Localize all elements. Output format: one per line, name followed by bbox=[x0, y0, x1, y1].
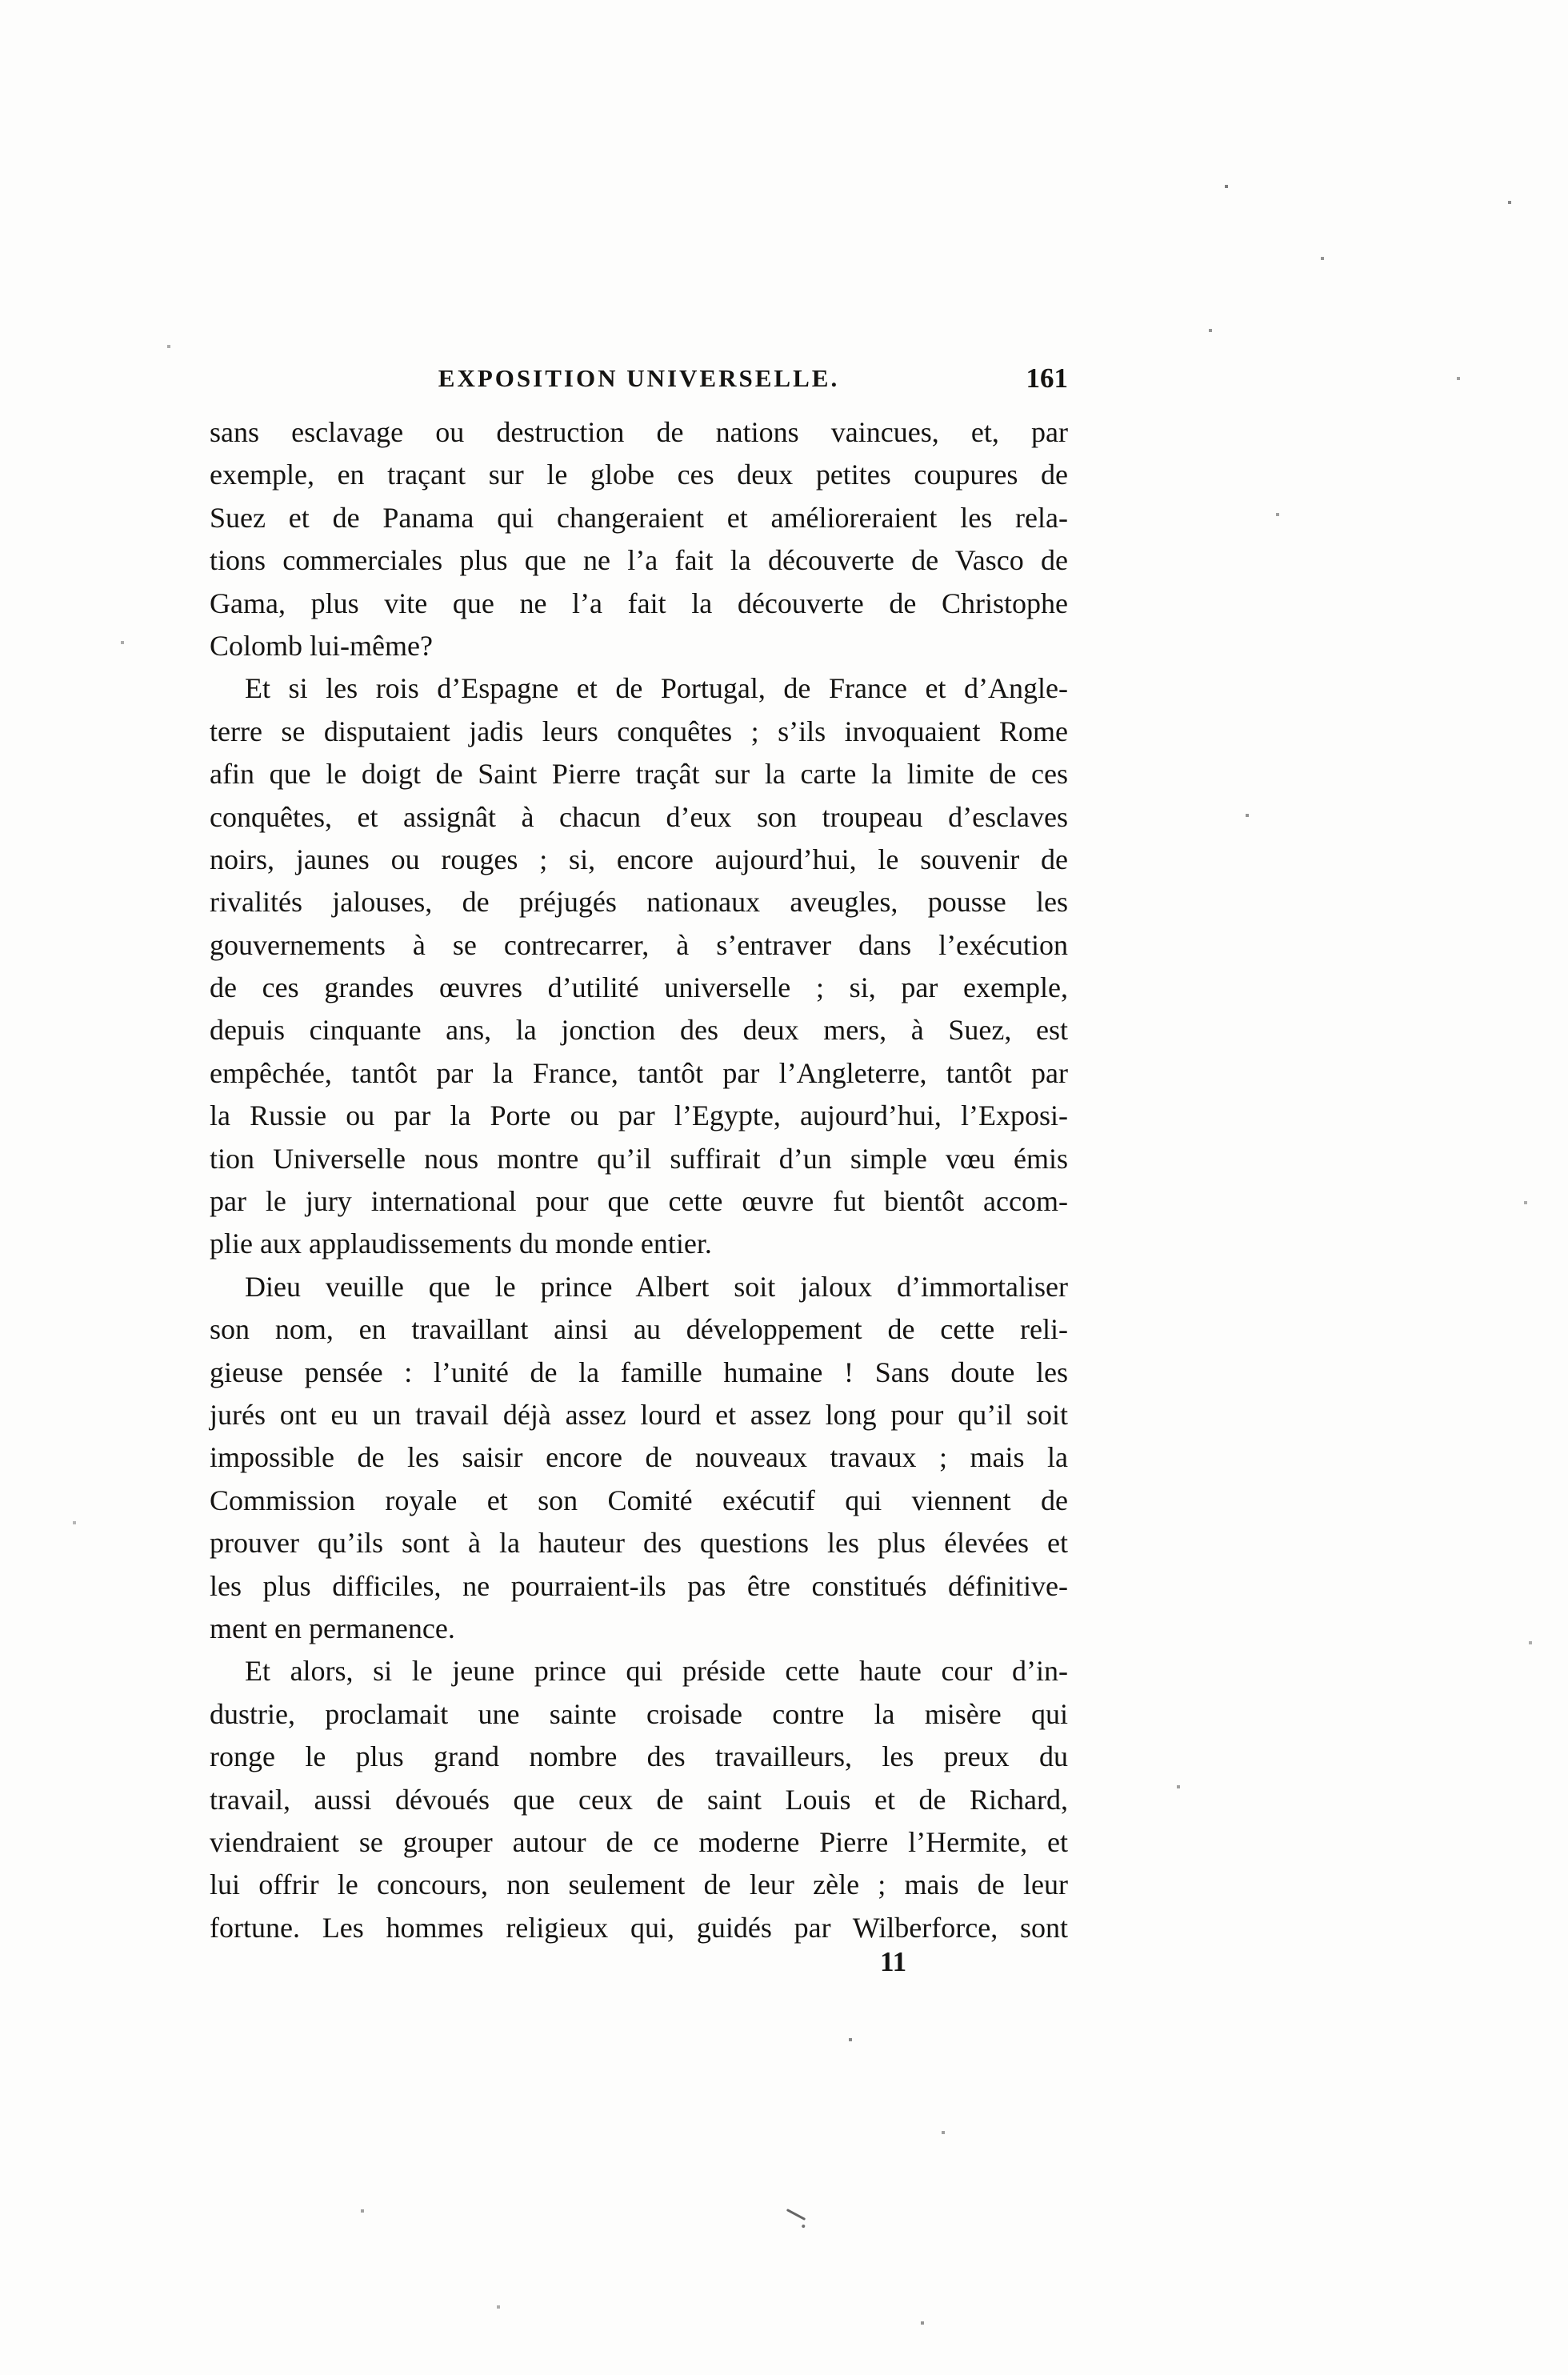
text-line: tion Universelle nous montre qu’il suffirait d’un simple vœu émis bbox=[210, 1142, 1068, 1175]
page-text bbox=[210, 411, 1068, 1949]
text-line: de ces grandes œuvres d’utilité universelle ; si, par exemple, bbox=[210, 971, 1068, 1004]
page-number: 161 bbox=[1026, 362, 1068, 394]
text-line: son nom, en travaillant ainsi au développement de cette reli- bbox=[210, 1313, 1068, 1346]
text-line: plie aux applaudissements du monde entier. bbox=[210, 1228, 712, 1260]
running-header bbox=[210, 364, 1068, 399]
text-line: gouvernements à se contrecarrer, à s’entraver dans l’exécution bbox=[210, 928, 1068, 961]
text-line: gieuse pensée : l’unité de la famille humaine ! Sans doute les bbox=[210, 1356, 1068, 1388]
running-header-title: EXPOSITION UNIVERSELLE. bbox=[438, 364, 840, 392]
text-line: impossible de les saisir encore de nouveaux travaux ; mais la bbox=[210, 1441, 1068, 1474]
text-line: prouver qu’ils sont à la hauteur des questions les plus élevées et bbox=[210, 1527, 1068, 1560]
text-line: ronge le plus grand nombre des travailleurs, les preux du bbox=[210, 1740, 1068, 1773]
signature-mark: 11 bbox=[880, 1946, 907, 1977]
text-line: ment en permanence. bbox=[210, 1612, 455, 1644]
scan-squiggle bbox=[786, 2209, 806, 2221]
text-line: empêchée, tantôt par la France, tantôt par l’Angleterre, tantôt par bbox=[210, 1056, 1068, 1089]
text-line: les plus difficiles, ne pourraient-ils pas être constitués définitive- bbox=[210, 1569, 1068, 1602]
text-line: afin que le doigt de Saint Pierre traçât sur la carte la limite de ces bbox=[210, 758, 1068, 791]
text-line: rivalités jalouses, de préjugés nationaux aveugles, pousse les bbox=[210, 886, 1068, 919]
text-line: Et si les rois d’Espagne et de Portugal, de France et d’Angle- bbox=[245, 672, 1068, 705]
text-line: noirs, jaunes ou rouges ; si, encore aujourd’hui, le souvenir de bbox=[210, 843, 1068, 875]
text-line: Gama, plus vite que ne l’a fait la découverte de Christophe bbox=[210, 587, 1068, 619]
text-line: Et alors, si le jeune prince qui préside cette haute cour d’in- bbox=[245, 1655, 1068, 1688]
text-line: Colomb lui-même? bbox=[210, 629, 433, 662]
text-line: par le jury international pour que cette œuvre fut bientôt accom- bbox=[210, 1185, 1068, 1218]
text-line: fortune. Les hommes religieux qui, guidés par Wilberforce, sont bbox=[210, 1911, 1068, 1944]
text-line: conquêtes, et assignât à chacun d’eux son troupeau d’esclaves bbox=[210, 800, 1068, 833]
text-line: depuis cinquante ans, la jonction des deux mers, à Suez, est bbox=[210, 1014, 1068, 1047]
text-line: travail, aussi dévoués que ceux de saint Louis et de Richard, bbox=[210, 1783, 1068, 1816]
text-line: jurés ont eu un travail déjà assez lourd et assez long pour qu’il soit bbox=[210, 1398, 1068, 1431]
text-line: Commission royale et son Comité exécutif qui viennent de bbox=[210, 1484, 1068, 1516]
text-line: viendraient se grouper autour de ce moderne Pierre l’Hermite, et bbox=[210, 1825, 1068, 1858]
text-line: dustrie, proclamait une sainte croisade contre la misère qui bbox=[210, 1697, 1068, 1730]
text-line: Dieu veuille que le prince Albert soit jaloux d’immortaliser bbox=[245, 1270, 1068, 1303]
text-line: exemple, en traçant sur le globe ces deux petites coupures de bbox=[210, 459, 1068, 491]
text-line: lui offrir le concours, non seulement de leur zèle ; mais de leur bbox=[210, 1868, 1068, 1901]
scan-noise bbox=[0, 0, 2, 2]
text-line: terre se disputaient jadis leurs conquêtes ; s’ils invoquaient Rome bbox=[210, 715, 1068, 747]
text-line: sans esclavage ou destruction de nations vaincues, et, par bbox=[210, 416, 1068, 448]
text-line: tions commerciales plus que ne l’a fait la découverte de Vasco de bbox=[210, 544, 1068, 577]
text-line: Suez et de Panama qui changeraient et amélioreraient les rela- bbox=[210, 501, 1068, 534]
text-line: la Russie ou par la Porte ou par l’Egypte, aujourd’hui, l’Exposi- bbox=[210, 1099, 1068, 1132]
